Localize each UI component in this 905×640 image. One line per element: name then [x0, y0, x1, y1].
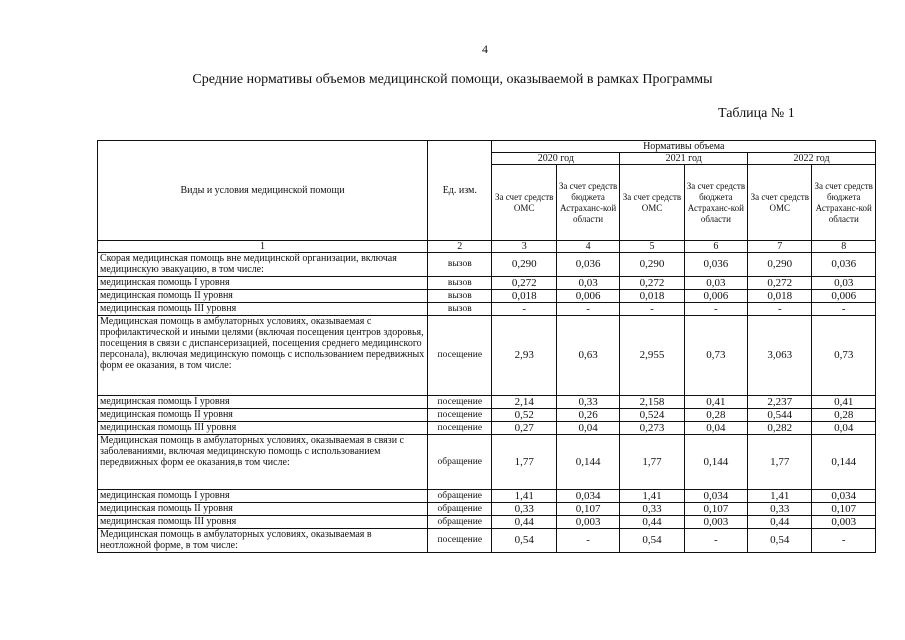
row-unit: посещение — [428, 529, 492, 553]
row-value: 0,03 — [556, 277, 619, 290]
row-value: 0,036 — [684, 253, 747, 277]
column-number: 3 — [492, 241, 556, 253]
table-row — [98, 396, 876, 409]
column-number: 7 — [748, 241, 812, 253]
header-year-2021: 2021 год — [620, 153, 748, 165]
table-row — [98, 253, 876, 277]
header-budget: За счет средств бюджета Астраханс-кой области — [812, 165, 876, 241]
row-value: 0,52 — [492, 409, 556, 422]
row-value: 0,28 — [812, 409, 876, 422]
header-oms: За счет средств ОМС — [492, 165, 556, 241]
header-group: Нормативы объема — [492, 141, 876, 153]
row-value: 0,04 — [556, 422, 619, 435]
row-value: 0,544 — [748, 409, 812, 422]
row-description: медицинская помощь I уровня — [98, 490, 428, 503]
row-value: 0,73 — [684, 316, 747, 396]
row-value: 0,44 — [620, 516, 684, 529]
row-value: 0,28 — [684, 409, 747, 422]
row-unit: обращение — [428, 503, 492, 516]
row-description: медицинская помощь I уровня — [98, 396, 428, 409]
column-number: 6 — [684, 241, 747, 253]
row-value: 0,006 — [812, 290, 876, 303]
header-oms: За счет средств ОМС — [620, 165, 684, 241]
table-row — [98, 516, 876, 529]
row-value: 0,018 — [492, 290, 556, 303]
row-unit: вызов — [428, 303, 492, 316]
row-value: 0,44 — [748, 516, 812, 529]
table-label: Таблица № 1 — [718, 106, 795, 121]
row-value: 0,036 — [556, 253, 619, 277]
header-type: Виды и условия медицинской помощи — [98, 141, 428, 241]
row-value: 0,03 — [812, 277, 876, 290]
row-unit: вызов — [428, 277, 492, 290]
row-value: 0,290 — [748, 253, 812, 277]
row-value: 1,41 — [492, 490, 556, 503]
row-value: 0,034 — [556, 490, 619, 503]
column-number: 8 — [812, 241, 876, 253]
table-body — [98, 253, 876, 553]
row-value: 2,237 — [748, 396, 812, 409]
row-value: 0,018 — [620, 290, 684, 303]
row-value: 0,034 — [684, 490, 747, 503]
row-description: медицинская помощь I уровня — [98, 277, 428, 290]
row-value: 0,006 — [556, 290, 619, 303]
row-description: Скорая медицинская помощь вне медицинской организации, включая медицинскую эвакуацию, в том числе: — [98, 253, 428, 277]
row-value: 0,272 — [620, 277, 684, 290]
row-value: 1,77 — [492, 435, 556, 490]
row-unit: обращение — [428, 435, 492, 490]
row-value: 2,93 — [492, 316, 556, 396]
row-description: медицинская помощь III уровня — [98, 303, 428, 316]
row-value: - — [812, 529, 876, 553]
row-value: 0,018 — [748, 290, 812, 303]
row-value: - — [684, 303, 747, 316]
column-number: 4 — [556, 241, 619, 253]
row-value: 0,003 — [812, 516, 876, 529]
row-value: 0,63 — [556, 316, 619, 396]
row-unit: посещение — [428, 422, 492, 435]
table-row — [98, 490, 876, 503]
row-value: 0,44 — [492, 516, 556, 529]
column-number: 2 — [428, 241, 492, 253]
row-value: 0,524 — [620, 409, 684, 422]
column-number: 1 — [98, 241, 428, 253]
row-value: - — [556, 303, 619, 316]
row-value: - — [556, 529, 619, 553]
table-row — [98, 277, 876, 290]
row-description: медицинская помощь III уровня — [98, 516, 428, 529]
row-description: медицинская помощь II уровня — [98, 503, 428, 516]
row-value: 0,290 — [620, 253, 684, 277]
row-value: 0,03 — [684, 277, 747, 290]
table-row — [98, 503, 876, 516]
header-unit: Ед. изм. — [428, 141, 492, 241]
row-unit: посещение — [428, 396, 492, 409]
row-unit: вызов — [428, 253, 492, 277]
row-value: 0,144 — [812, 435, 876, 490]
row-value: 0,034 — [812, 490, 876, 503]
document-title: Средние нормативы объемов медицинской помощи, оказываемой в рамках Программы — [192, 72, 713, 87]
row-value: - — [684, 529, 747, 553]
row-value: 0,33 — [492, 503, 556, 516]
row-value: 3,063 — [748, 316, 812, 396]
row-unit: вызов — [428, 290, 492, 303]
row-description: Медицинская помощь в амбулаторных условиях, оказываемая в неотложной форме, в том числе: — [98, 529, 428, 553]
row-value: 0,003 — [556, 516, 619, 529]
row-value: 0,003 — [684, 516, 747, 529]
row-description: медицинская помощь II уровня — [98, 290, 428, 303]
table-row — [98, 435, 876, 490]
row-value: 0,54 — [748, 529, 812, 553]
row-value: - — [620, 303, 684, 316]
row-value: 0,04 — [812, 422, 876, 435]
row-value: 2,14 — [492, 396, 556, 409]
row-value: 0,036 — [812, 253, 876, 277]
table-header — [98, 141, 876, 253]
header-oms: За счет средств ОМС — [748, 165, 812, 241]
row-value: - — [748, 303, 812, 316]
header-budget: За счет средств бюджета Астраханс-кой области — [684, 165, 747, 241]
row-value: 2,158 — [620, 396, 684, 409]
row-value: 0,006 — [684, 290, 747, 303]
row-value: 0,54 — [620, 529, 684, 553]
row-value: 0,107 — [812, 503, 876, 516]
row-description: медицинская помощь II уровня — [98, 409, 428, 422]
row-value: 0,290 — [492, 253, 556, 277]
header-year-2020: 2020 год — [492, 153, 620, 165]
row-value: 0,33 — [556, 396, 619, 409]
row-value: 0,26 — [556, 409, 619, 422]
row-value: 0,282 — [748, 422, 812, 435]
column-number-row — [98, 241, 876, 253]
header-budget: За счет средств бюджета Астраханс-кой области — [556, 165, 619, 241]
norms-table — [97, 140, 876, 553]
row-value: 1,77 — [620, 435, 684, 490]
table-row — [98, 409, 876, 422]
row-value: 0,04 — [684, 422, 747, 435]
table-row — [98, 290, 876, 303]
row-value: 0,54 — [492, 529, 556, 553]
row-value: 2,955 — [620, 316, 684, 396]
row-unit: посещение — [428, 409, 492, 422]
row-unit: обращение — [428, 490, 492, 503]
row-value: - — [812, 303, 876, 316]
row-value: 0,27 — [492, 422, 556, 435]
row-value: 0,272 — [748, 277, 812, 290]
row-value: 0,144 — [684, 435, 747, 490]
row-value: 0,144 — [556, 435, 619, 490]
row-description: Медицинская помощь в амбулаторных условиях, оказываемая в связи с заболеваниями, включая медицинскую помощь с использованием передвижных форм ее оказания,в том числе: — [98, 435, 428, 490]
row-value: 0,41 — [812, 396, 876, 409]
row-value: 0,107 — [684, 503, 747, 516]
row-value: 0,73 — [812, 316, 876, 396]
table-row — [98, 529, 876, 553]
table-row — [98, 316, 876, 396]
row-value: 0,107 — [556, 503, 619, 516]
row-value: 0,272 — [492, 277, 556, 290]
row-unit: обращение — [428, 516, 492, 529]
table-row — [98, 303, 876, 316]
page-number: 4 — [482, 42, 488, 56]
row-value: 1,41 — [620, 490, 684, 503]
row-value: 0,33 — [620, 503, 684, 516]
row-unit: посещение — [428, 316, 492, 396]
header-year-2022: 2022 год — [748, 153, 876, 165]
row-description: медицинская помощь III уровня — [98, 422, 428, 435]
column-number: 5 — [620, 241, 684, 253]
row-value: 0,41 — [684, 396, 747, 409]
row-value: - — [492, 303, 556, 316]
row-value: 1,77 — [748, 435, 812, 490]
row-value: 0,273 — [620, 422, 684, 435]
row-value: 0,33 — [748, 503, 812, 516]
row-value: 1,41 — [748, 490, 812, 503]
row-description: Медицинская помощь в амбулаторных условиях, оказываемая с профилактической и иными целями (включая посещения центров здоровья, посещения в связи с диспансеризацией, посещения среднего медицинского персонала), включая медицинскую помощь с использованием передвижных форм ее оказания, в том числе: — [98, 316, 428, 396]
table-row — [98, 422, 876, 435]
